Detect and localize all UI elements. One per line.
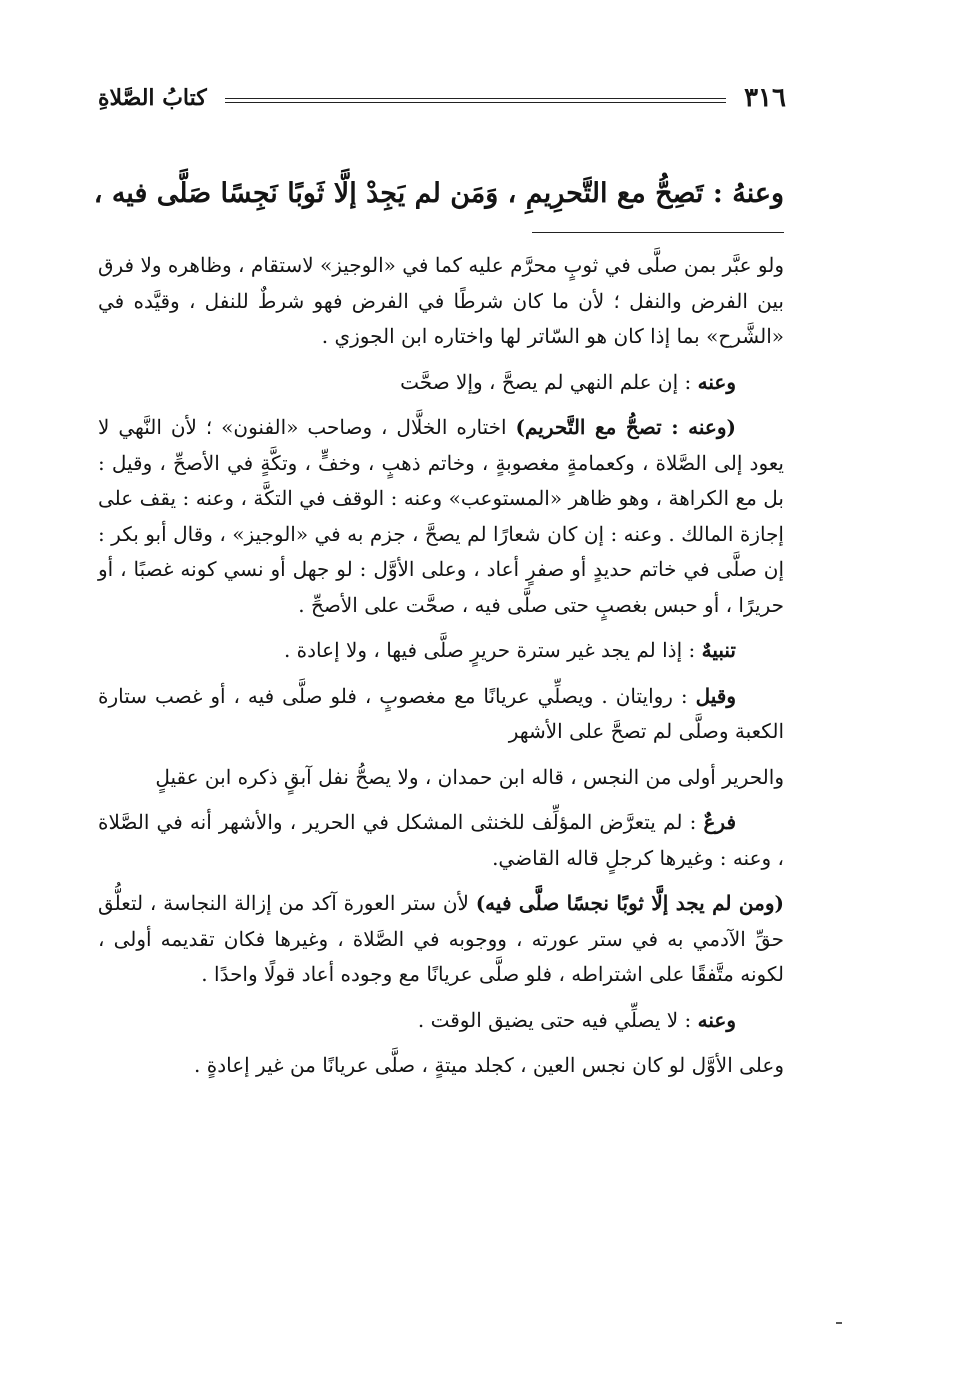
book-title: كتابُ الصَّلاةِ (98, 85, 207, 111)
matn-text: وعنهُ : تَصِحُّ مع التَّحرِيمِ ، وَمَن لم يَجِدْ إلَّا ثَوبًا نَجِسًا صَلَّى فيه ، (93, 178, 784, 209)
paragraph (98, 1003, 784, 1039)
page-number: ٣١٦ (744, 83, 786, 113)
paragraph (98, 760, 784, 796)
paragraph-lead: وعنه (697, 1007, 736, 1032)
paragraph-text: : روايتان . ويصلِّي عريانًا مع مغصوبٍ ، فلو صلَّى فيه ، أو غصب ستارة الكعبة وصلَّى لم تصحَّ على الأشهر (98, 683, 784, 743)
paragraph (98, 679, 784, 750)
paragraph-text: لأن ستر العورة آكد من إزالة النجاسة ، لتعلُّق حقِّ الآدمي به في ستر عورته ، ووجوبه في الصَّلاة ، وغيرها فكان تقديمه أولى ، لكونه متَّفقًا على اشتراطه ، فلو صلَّى عريانًا مع وجوده أعاد قولًا واحدًا . (98, 891, 784, 986)
paragraph (98, 805, 784, 876)
paragraph-text: : لم يتعرَّض المؤلِّف للخنثى المشكل في الحرير ، والأشهر أنه في الصَّلاة ، وعنه : وغيرها كرجلٍ قاله القاضي. (98, 810, 784, 870)
paragraph-text: والحرير أولى من النجس ، قاله ابن حمدان ، ولا يصحُّ نفل آبقٍ ذكره ابن عقيلٍ (155, 764, 784, 789)
paragraph-text: : لا يصلِّي فيه حتى يضيق الوقت . (417, 1007, 698, 1032)
paragraph-text: : إن علم النهي لم يصحَّ ، وإلا صحَّت (400, 369, 698, 394)
paragraph (98, 365, 784, 401)
header-rule (225, 98, 726, 103)
stray-print-mark (836, 1322, 842, 1324)
paragraph (98, 248, 784, 355)
paragraph-lead: (وعنه : تصحُّ مع التَّحريم) (515, 415, 736, 439)
paragraph (98, 886, 784, 993)
paragraph-lead: وعنه (697, 369, 736, 394)
commentary-body (98, 248, 784, 1094)
running-header (98, 78, 786, 118)
paragraph-lead: (ومن لم يجد إلَّا ثوبًا نجسًا صلَّى فيه) (475, 891, 784, 915)
paragraph-lead: وقيل (695, 683, 736, 708)
paragraph-text: ولو عبَّر بمن صلَّى في ثوبٍ محرَّم عليه كما في «الوجيز» لاستقام ، وظاهره ولا فرق بين الفرض والنفل ؛ لأن ما كان شرطًا في الفرض فهو شرطٌ للنفل ، وقيَّده في «الشَّرح» بما إذا كان هو السّاتر لها واختاره ابن الجوزي . (98, 253, 784, 348)
paragraph (98, 633, 784, 669)
paragraph (98, 1048, 784, 1084)
paragraph (98, 410, 784, 623)
paragraph-text: : إذا لم يجد غير سترة حريرٍ صلَّى فيها ، ولا إعادة . (283, 638, 702, 662)
paragraph-lead: فرعٌ (703, 810, 736, 834)
paragraph-lead: تنبيهٌ (701, 638, 736, 662)
paragraph-text: اختاره الخلَّال ، وصاحب «الفنون» ؛ لأن النَّهي لا يعود إلى الصَّلاة ، وكعمامةٍ مغصوبةٍ ، وخاتم ذهبٍ ، وخفٍّ ، وتكَّةٍ في الأصحِّ ، وقيل : بل مع الكراهة ، وهو ظاهر «المستوعب» وعنه : الوقف في التكَّة ، وعنه : يقف على إجازة المالك . وعنه : إن كان شعارًا لم يصحَّ ، جزم به في «الوجيز» ، وقال أبو بكر : إن صلَّى في خاتم حديدٍ أو صفرٍ أعاد ، وعلى الأوَّل : لو جهل أو نسي كونه غصبًا ، أو حريرًا ، أو حبس بغصبٍ حتى صلَّى فيه ، صحَّت على الأصحِّ . (98, 415, 784, 617)
paragraph-text: وعلى الأوَّل لو كان نجس العين ، كجلد ميتةٍ ، صلَّى عريانًا من غير إعادةٍ . (194, 1053, 784, 1077)
matn-separator-rule (532, 232, 784, 233)
